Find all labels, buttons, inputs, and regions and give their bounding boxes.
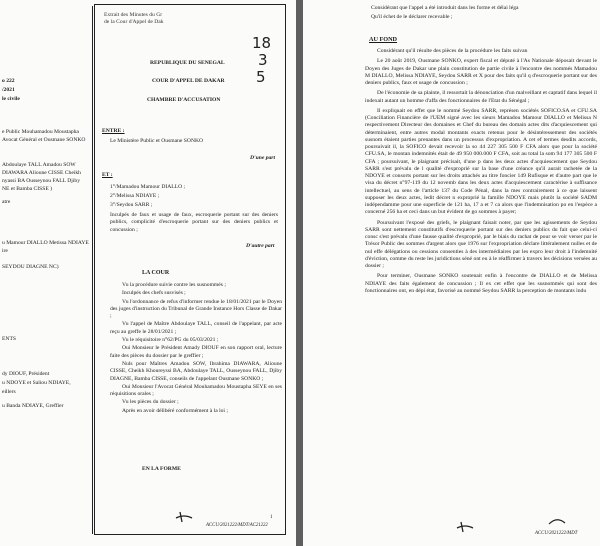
paragraph: Considérant qu'il résulte des pièces de la procédure les faits suivan (377, 48, 528, 54)
intro-line: Qu'il échet de le déclarer recevable ; (371, 14, 453, 20)
stamp-line: Extrait des Minutes du Gr (104, 12, 163, 18)
margin-text: ire (2, 248, 8, 254)
paragraph: Le 20 août 2019, Ousmane SONKO, expert fiscal et député à l'As Nationale déposait devant le Doyen des Juges de Dakar une plain constitution de partie civile à l'encontre des nommés Mamadou M DIALLO, Melissa NDIAYE, Seydou SARR et X pour des faits qu'il q d'escroquerie portant sur des deniers publics, faux et usage de concussion ; (365, 58, 597, 86)
margin-text: dy DIOUF, Président (2, 371, 50, 377)
en-la-forme-heading: EN LA FORME (142, 466, 181, 472)
paragraph: De l'économie de sa plainte, il ressortait la dénonciation d'un malveillant et captatif dans lequel il indexait autant un homme d'affa des fonctionnaires de l'Etat du Sénégal ; (365, 90, 597, 104)
et-label: ET : (102, 172, 113, 178)
margin-text: Abdoulaye TALL Amadou SOW (2, 162, 76, 168)
chamber-heading: CHAMBRE D'ACCUSATION (147, 97, 221, 103)
defendant: 1°/Mamadou Mamour DIALLO ; (110, 184, 186, 190)
considerant: Vu la procédure suivie contre les susnommés ; (122, 282, 226, 288)
intro-line: Considérant que l'appel a été introduit dans les forme et délai léga (371, 5, 519, 11)
considerant: Vu l'appel de Maître Abdoulaye TALL, conseil de l'appelant, par acte reçu au greffe le 28/01/2021 ; (110, 321, 282, 335)
margin-text: ENTS (2, 336, 16, 342)
stamp-line: de la Cour d'Appel de Dak (104, 19, 164, 25)
considerant: Vu le réquisitoire n°62/PG du 05/03/2021 ; (122, 337, 219, 344)
margin-text: DIAWARA Alioune CISSE Cheikh (2, 170, 81, 176)
margin-text: o 222 (2, 78, 15, 84)
republic-heading: REPUBLIQUE DU SENEGAL (150, 60, 225, 66)
margin-text: SEYDOU DIAGNE NC) (2, 264, 59, 270)
signature-mark (543, 514, 573, 528)
signature-mark (453, 520, 483, 534)
margin-text: u Mamour DIALLO Metissa NDIAYE (2, 240, 89, 246)
margin-text: u Banda NDIAYE, Greffier (2, 403, 64, 409)
handwritten-number: 18 (252, 34, 272, 52)
footer-code: ACCU/2021222/MDT (535, 531, 578, 536)
margin-text: /2021 (2, 87, 15, 93)
handwritten-number: 5 (256, 68, 266, 86)
paragraph: Il expliquait en effet que le nommé Seydou SARR, représen sociétés SOFICO.SA et CFU.SA (Conciliation Financière de l'UEM signé avec les sieurs Mamadou Mamour DIALLO et Melissa N respectivement Directeur des domaines et Chef du bureau des domain actes dits d'acquiescement qui déterminaient, entre autres modal montants exacts retenus pour le désintéressement des sociétés susnom étaient parties prenantes dans un processus d'expropriation. A cet ef termes desdits accords, poursuivait il, la SOFICO devait recevoir la so 44 227 305 500 F CFA alors que pour la société CFU.SA, le montan indemnités était de 49 950 000.000 F CFA, soit au total la som 94 177 305 500 F CFA ; poursuivant, le plaignant précisait, d'une p dans les deux actes d'acquiescement que Seydou SARR s'est prévalu de l qualité d'exproprié sur la base d'une créance qu'il aurait rachetée de la NDOYE et consorts portant sur les droits attachés au titre foncier 149 Rufisque et d'autre part que le visa du décret n°97-119 du 12 novemb dans les deux actes d'acquiescement caractérise à suffisance intellectuel, au sens de l'article 137 du Code Pénal, dans la mes contrairement à ce que laissent supposer les deux actes, ledit décret n exproprié la famille NDOYE mais plutôt la société SADM indépendamme pour une superficie de 121 ha, 17 a et 7 ca alors que l'indemnisation po en l'espèce a concerné 256 ha et ceci dans un but évident de go sommes à payer; (365, 107, 597, 216)
body-text (365, 48, 597, 298)
margin-text: nyassi BA Ousseynou FALL Djiby (2, 178, 81, 184)
entre-label: ENTRE : (102, 128, 125, 134)
entre-party: Le Ministère Public et Ousmane SONKO (110, 138, 204, 144)
considerants-block (110, 282, 282, 415)
signature-mark (172, 510, 202, 524)
la-cour-heading: LA COUR (142, 270, 170, 276)
footer-page-number: 1 (270, 515, 273, 520)
considerant: Oui Monsieur l'Avocat Général Mouhamadou Moustapha SEYE en ses réquisitions orales ; (110, 383, 282, 398)
autre-part: D'autre part (246, 243, 275, 249)
handwritten-number: 3 (258, 51, 268, 69)
charges-text: Inculpés de faux et usage de faux, escroquerie portant sur des deniers publics, complicité d'escroquerie portant sur des deniers publics et concussion ; (110, 212, 278, 233)
margin-text: e Public Mouhamadou Moustapha (2, 129, 79, 135)
document-page-1 (0, 0, 296, 546)
court-heading: COUR D'APPEL DE DAKAR (152, 78, 225, 84)
margin-text: Avocat Général et Ousmane SONKO (2, 137, 86, 143)
margin-text: atre (2, 199, 11, 205)
defendant: 2°/Melissa NDIAYE ; (110, 193, 160, 199)
margin-text: eillers (2, 389, 16, 395)
considerant: Après en avoir délibéré conformément à la loi ; (122, 407, 228, 414)
margin-text: le civile (2, 96, 20, 102)
considerant: Nuls pour Maîtres Amadou SOW, Ibrahima DIAWARA, Alioune CISSE, Cheikh Khoureyssi BA, Abdoulaye TALL, Ousseynou FALL, Djiby DIAGNE, Bamba CISSE, conseils de l'appelant Ousmane SONKO ; (110, 360, 282, 382)
defendant: 3°/Seydou SARR ; (110, 202, 153, 208)
considerant: Inculpés des chefs susvisés ; (122, 290, 186, 297)
une-part: D'une part (250, 155, 276, 161)
considerant: Vu l'ordonnance de refus d'informer rendue le 18/01/2021 par le Doyen des juges d'instruction du Tribunal de Grande Instance Hors Classe de Dakar ; (110, 298, 282, 320)
paragraph: Pour terminer, Ousmane SONKO soutenait enfin à l'encontre de DIALLO et de Melissa NDIAYE des faits également de concussion ; Il ex cet effet que les susnommés qui sont des fonctionnaires ont, en dépi état, favorisé au nommé Seydou SARR la perception de montants indu (365, 273, 597, 294)
footer-code: ACCU/2021222/MDT/AC21222 (206, 523, 268, 528)
margin-text: u NDOYE et Saliou NDIAYE, (2, 380, 71, 386)
margin-rule (92, 6, 93, 534)
document-page-2 (303, 0, 600, 546)
considerant: Vu les pièces du dossier ; (122, 399, 179, 406)
paragraph: Poursuivant l'exposé des griefs, le plaignant faisait noter, par que les agissements de Seydou SARR sont nettement constitutifs d'escroquerie portant sur des deniers publics du fait que celui-ci consc s'est prévalu d'une fausse qualité d'exproprié, par le biais du rachat de pour se voir verser par le Trésor Public des sommes d'argent alors que 1976 sur l'expropriation déclare littéralement nulles et de nul effe délégations ou cessions consenties à des intermédiaires par les expro leur droit à l'indemnité d'éviction, comme du reste les juridictions séné ont eu à le réaffirmer à travers les décisions versées au dossier ; (365, 219, 597, 269)
considerant: Oui Monsieur le Président Amady DIOUF en son rapport oral, lecture faite des pièces du dossier par le greffier ; (110, 345, 282, 359)
margin-text: NE et Bamba CISSE ) (2, 186, 53, 192)
au-fond-heading: AU FOND (369, 36, 398, 43)
court-stamp (104, 12, 164, 26)
